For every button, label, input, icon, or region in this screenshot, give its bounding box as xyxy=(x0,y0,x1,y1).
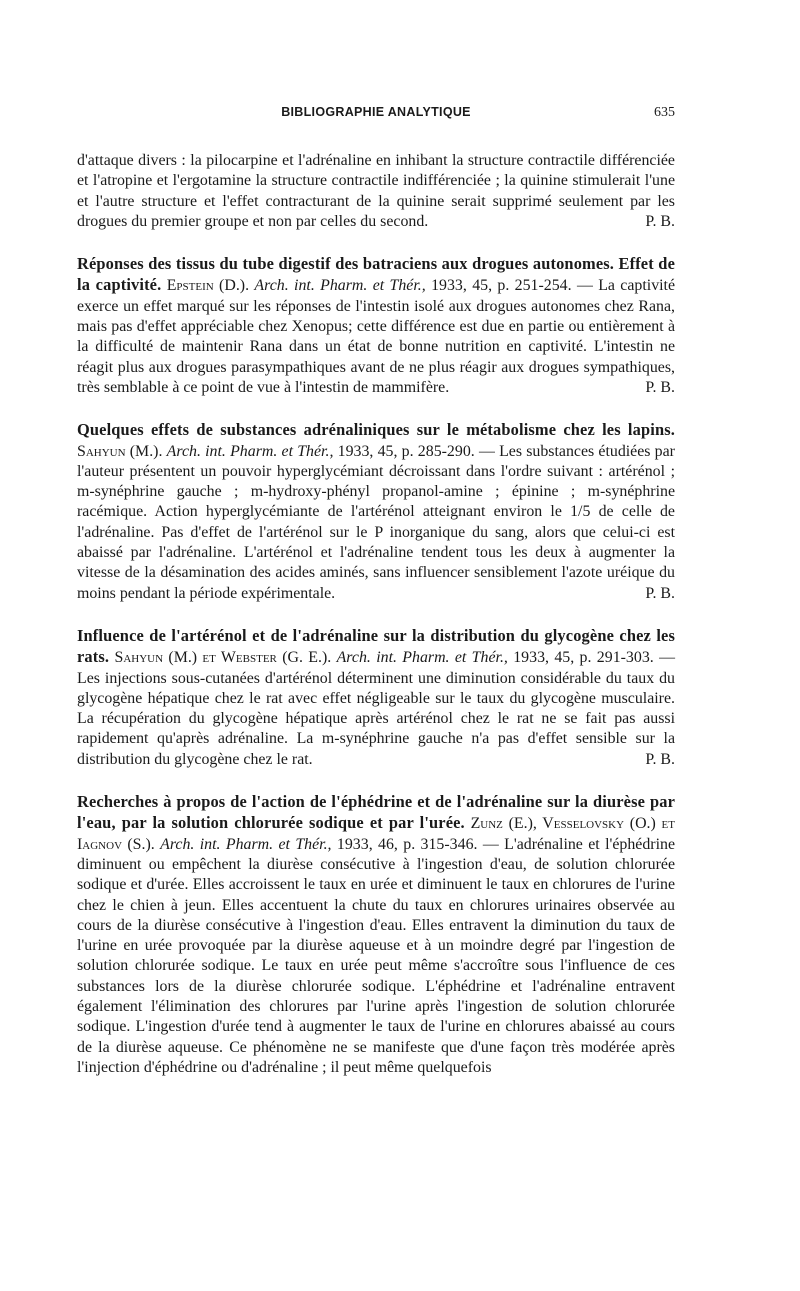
signature: P. B. xyxy=(645,378,675,396)
article-body: Les injections sous-cutanées d'artérénol déterminent une diminution considérable du taux du glycogène hépatique chez le rat avec effet négligeable sur le taux du glycogène musculaire. La récupération du glycogène hépatique après artérénol chez le rat ne se fait pas aussi rapidement qu'après adrénaline. La m-synéphrine gauche n'a pas d'effet sensible sur la distribution du glycogène chez le rat. xyxy=(77,669,675,768)
running-title: BIBLIOGRAPHIE ANALYTIQUE xyxy=(281,105,471,119)
article-authors: Epstein (D.). xyxy=(166,277,250,295)
signature: P. B. xyxy=(645,584,675,602)
signature: P. B. xyxy=(645,212,675,230)
article-body: Les substances étudiées par l'auteur présentent un pouvoir hyperglycémiant décroissant dans l'ordre suivant : artérénol ; m-synéphrine gauche ; m-hydroxy-phényl propanol-amine ; épinine ; m-synéphrine racémique. Action hyperglycémiante de l'artérénol atteignant environ le 1/5 de celle de l'adrénaline. Pas d'effet de l'artérénol sur le P inorganique du sang, alors que celui-ci est abaissé par l'adrénaline. L'artérénol et l'adrénaline tendent tous les deux à augmenter la vitesse de la désamination des acides aminés, sans influencer sensiblement l'azote uréique du moins pendant la période expérimentale. xyxy=(77,442,675,602)
article-entry xyxy=(77,254,675,398)
article-entry xyxy=(77,792,675,1078)
article-authors: Sahyun (M.). xyxy=(77,442,163,460)
article-journal: Arch. int. Pharm. et Thér., xyxy=(166,442,334,460)
article-journal: Arch. int. Pharm. et Thér., xyxy=(160,835,332,853)
article-citation: 1933, 45, p. 291-303. — xyxy=(513,649,675,667)
article-title: Recherches à propos de l'action de l'éphédrine et de l'adrénaline sur la diurèse par l'eau, par la solution chlorurée sodique et par l'urée. xyxy=(77,792,675,833)
paragraph-text: d'attaque divers : la pilocarpine et l'adrénaline en inhibant la structure contractile différenciée et l'atropine et l'ergotamine la structure contractile indifférenciée ; la quinine stimulerait l'une et l'autre structure et l'effet contracturant de la quinine serait supprimé seulement par les drogues du premier groupe et non par celles du second. xyxy=(77,152,675,230)
signature: P. B. xyxy=(645,750,675,768)
article-authors: Zunz (E.), Vesselovsky (O.) et Iagnov (S.). xyxy=(77,815,675,853)
article-citation: 1933, 45, p. 251-254. — xyxy=(431,277,593,295)
article-title: Quelques effets de substances adrénaliniques sur le métabolisme chez les lapins. xyxy=(77,420,675,440)
article-entry xyxy=(77,626,675,770)
article-title: Influence de l'artérénol et de l'adrénaline sur la distribution du glycogène chez les rats. xyxy=(77,625,675,667)
running-header xyxy=(77,105,675,127)
article-journal: Arch. int. Pharm. et Thér., xyxy=(336,649,508,667)
page-number: 635 xyxy=(654,105,675,120)
article-citation: 1933, 45, p. 285-290. — xyxy=(337,442,495,460)
article-body: L'adrénaline et l'éphédrine diminuent ou empêchent la diurèse consécutive à l'ingestion d'eau, de solution chlorurée sodique et d'urée. Elles accroissent le taux en urée et diminuent le taux en chlorures de l'urine chez le chien à jeun. Elles accentuent la chute du taux en chlorures urinaires observée au cours de la diurèse consécutive à l'ingestion d'eau. Elles entravent la diminution du taux de l'urine en urée provoquée par la diurèse aqueuse et à un moindre degré par l'ingestion de solution chlorurée sodique. Le taux en urée peut même s'accroître sous l'influence de ces substances lors de la diurèse chlorurée sodique. L'éphédrine et l'adrénaline entravent également l'élimination des chlorures par l'urine après l'ingestion de solution chlorurée sodique. L'ingestion d'urée tend à augmenter le taux de l'urine en chlorures abaissé au cours de la diurèse aqueuse. Ce phénomène ne se manifeste que d'une façon très modérée après l'injection d'éphédrine ou d'adrénaline ; il peut même quelquefois xyxy=(77,835,675,1076)
article-body: La captivité exerce un effet marqué sur les réponses de l'intestin isolé aux drogues autonomes chez Rana, mais pas d'effet appréciable chez Xenopus; cette différence est due en partie ou entièrement à la difficulté de maintenir Rana dans un état de bonne nutrition en captivité. L'intestin ne réagit plus aux drogues parasympathiques avant de ne plus réagir aux drogues sympathiques, très semblable à ce point de vue à l'intestin de mammifère. xyxy=(77,277,676,396)
continued-paragraph xyxy=(77,151,675,232)
document-page xyxy=(77,105,675,1078)
article-citation: 1933, 46, p. 315-346. — xyxy=(336,835,499,853)
article-authors: Sahyun (M.) et Webster (G. E.). xyxy=(114,649,332,667)
article-title: Réponses des tissus du tube digestif des batraciens aux drogues autonomes. Effet de la captivité. xyxy=(77,254,675,295)
article-journal: Arch. int. Pharm. et Thér., xyxy=(254,277,426,295)
article-entry xyxy=(77,420,675,604)
